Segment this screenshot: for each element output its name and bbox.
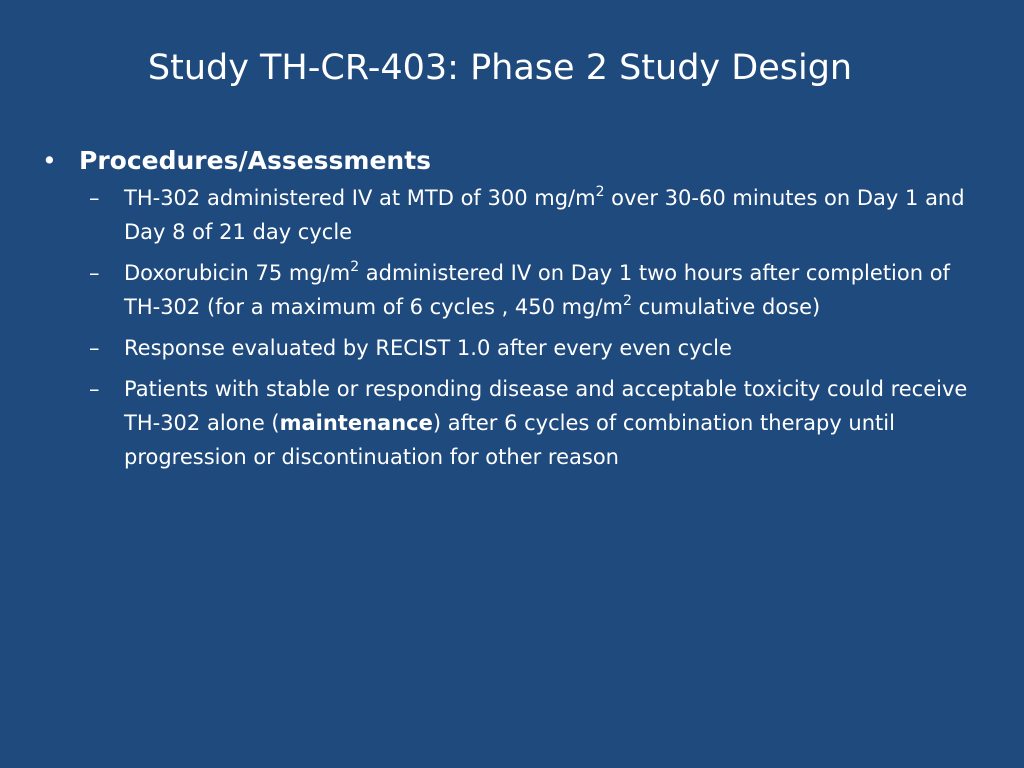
dash-icon: – xyxy=(89,336,100,360)
dash-icon: – xyxy=(89,377,100,401)
bullet-heading xyxy=(42,141,972,181)
bullet-icon: • xyxy=(42,146,57,175)
item-text: administered IV on Day 1 two hours after completion of TH-302 (for a maximum of 6 cycles , 450 mg/m xyxy=(124,261,950,319)
item-text: Response evaluated by RECIST 1.0 after every even cycle xyxy=(124,336,732,360)
sub-bullet-item xyxy=(42,256,972,324)
item-text: cumulative dose) xyxy=(631,295,821,319)
sub-bullet-item xyxy=(42,372,972,474)
item-text: TH-302 administered IV at MTD of 300 mg/m xyxy=(124,186,596,210)
superscript: 2 xyxy=(595,184,605,200)
sub-bullet-list xyxy=(42,181,972,474)
superscript: 2 xyxy=(350,259,360,275)
sub-bullet-item xyxy=(42,181,972,249)
slide-content xyxy=(42,141,972,481)
bold-term: maintenance xyxy=(279,411,433,435)
item-text: over 30-60 minutes on Day 1 and Day 8 of 21 day cycle xyxy=(124,186,965,244)
item-text: Patients with stable or responding disease and acceptable toxicity could receive TH-302 alone ( xyxy=(124,377,968,435)
superscript: 2 xyxy=(623,293,632,309)
item-text: Doxorubicin 75 mg/m xyxy=(124,261,351,285)
slide-title: Study TH-CR-403: Phase 2 Study Design xyxy=(147,48,853,88)
sub-bullet-item xyxy=(42,331,972,365)
dash-icon: – xyxy=(89,186,100,210)
dash-icon: – xyxy=(89,261,100,285)
heading-label: Procedures/Assessments xyxy=(79,146,432,175)
item-text: ) after 6 cycles of combination therapy until progression or discontinuation for other reason xyxy=(124,411,895,469)
